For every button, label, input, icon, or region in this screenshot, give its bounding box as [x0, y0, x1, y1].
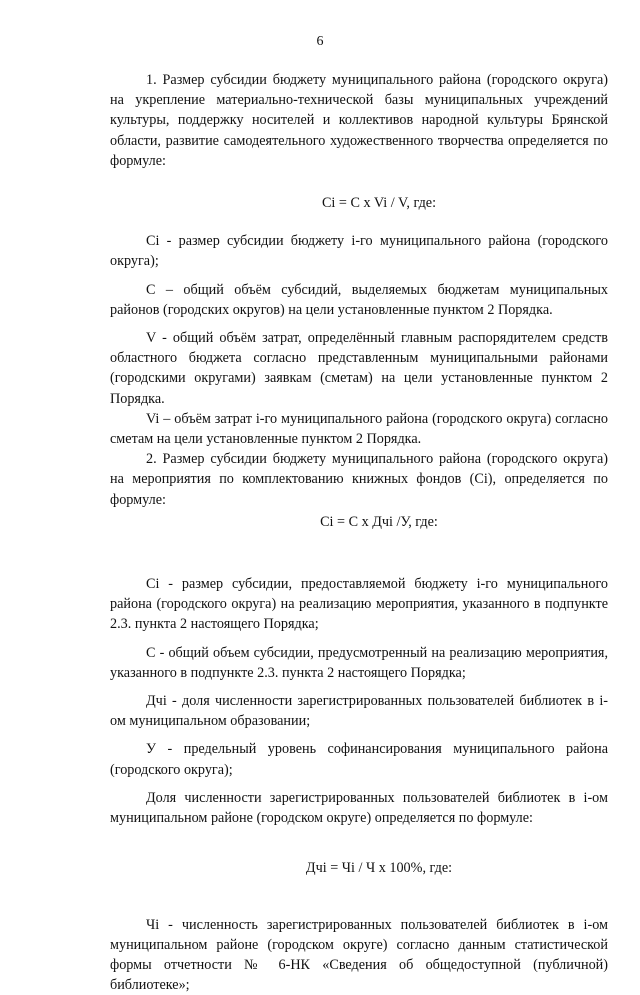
formula-3: Дчi = Чi / Ч x 100%, где: [110, 858, 608, 878]
formula-2: Ci = C x Дчi /У, где: [110, 512, 608, 532]
definition-v: V - общий объём затрат, определённый главным распорядителем средств областного бюджета согласно представленным муниципальными районами (городскими округами) заявкам (сметам) на цели установленные пунктом 2 Порядка. [110, 328, 608, 409]
formula-1: Ci = C x Vi / V, где: [110, 193, 608, 213]
definition-chi: Чi - численность зарегистрированных пользователей библиотек в i-ом муниципальном районе (городском округе) согласно данным статистической формы отчетности № 6-НК «Сведения об общедоступной (публичной) библиотеке»; [110, 915, 608, 995]
paragraph-share-intro: Доля численности зарегистрированных пользователей библиотек в i-ом муниципальном районе (городском округе) определяется по формуле: [110, 788, 608, 828]
definition-dchi: Дчi - доля численности зарегистрированных пользователей библиотек в i-ом муниципальном образовании; [110, 691, 608, 731]
definition-u: У - предельный уровень софинансирования муниципального района (городского округа); [110, 739, 608, 779]
definition-c-1: C – общий объём субсидий, выделяемых бюджетам муниципальных районов (городских округов) на цели установленные пунктом 2 Порядка. [110, 280, 608, 320]
paragraph-2-intro: 2. Размер субсидии бюджету муниципального района (городского округа) на мероприятия по комплектованию книжных фондов (Ci), определяется по формуле: [110, 449, 608, 510]
definition-c-2: C - общий объем субсидии, предусмотренный на реализацию мероприятия, указанного в подпункте 2.3. пункта 2 настоящего Порядка; [110, 643, 608, 683]
definition-vi: Vi – объём затрат i-го муниципального района (городского округа) согласно сметам на цели установленные пунктом 2 Порядка. [110, 409, 608, 449]
definition-ci-2: Ci - размер субсидии, предоставляемой бюджету i-го муниципального района (городского округа) на реализацию мероприятия, указанного в подпункте 2.3. пункта 2 настоящего Порядка; [110, 574, 608, 635]
document-body [110, 70, 608, 995]
page-number: 6 [0, 34, 640, 50]
definition-ci-1: Ci - размер субсидии бюджету i-го муниципального района (городского округа); [110, 231, 608, 271]
paragraph-1-intro: 1. Размер субсидии бюджету муниципального района (городского округа) на укрепление материально-технической базы муниципальных учреждений культуры, поддержку носителей и коллективов народной культуры Брянской области, развитие самодеятельного художественного творчества определяется по формуле: [110, 70, 608, 171]
